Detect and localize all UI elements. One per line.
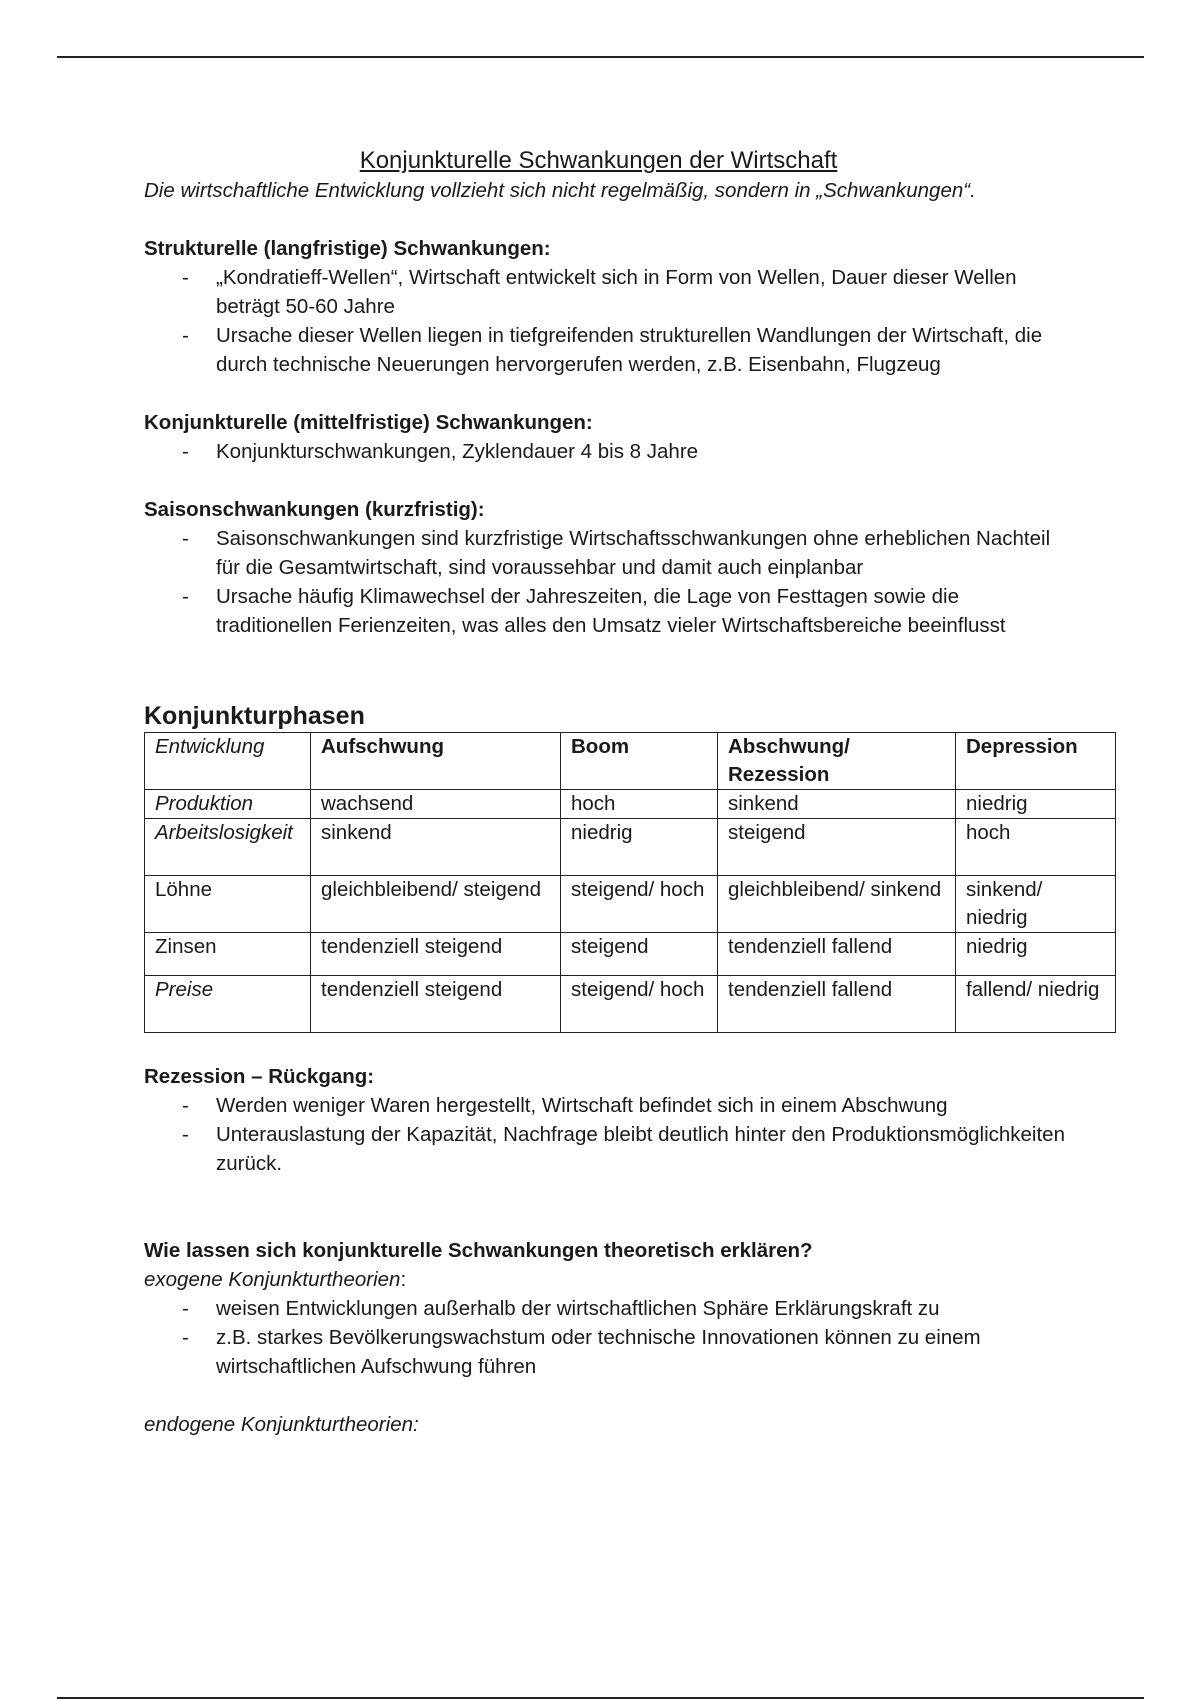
column-header: Depression	[956, 733, 1116, 790]
row-label: Zinsen	[145, 933, 311, 976]
table-cell: hoch	[561, 790, 718, 819]
seasonal-list	[144, 524, 1144, 640]
table-corner-cell: Entwicklung	[145, 733, 311, 790]
row-label: Arbeitslosigkeit	[145, 819, 311, 876]
header-rule	[57, 56, 1144, 58]
phases-table	[144, 732, 1116, 1033]
recession-list	[144, 1091, 1144, 1178]
table-cell: tendenziell fallend	[718, 976, 956, 1033]
table-cell: sinkend	[718, 790, 956, 819]
table-cell: steigend	[561, 933, 718, 976]
table-cell: niedrig	[561, 819, 718, 876]
list-item: - Ursache häufig Klimawechsel der Jahreszeiten, die Lage von Festtagen sowie die traditionellen Ferienzeiten, was alles den Umsatz vieler Wirtschaftsbereiche beeinflusst	[144, 582, 1066, 640]
section-heading-structural: Strukturelle (langfristige) Schwankungen:	[144, 237, 551, 260]
list-item: - „Kondratieff-Wellen“, Wirtschaft entwickelt sich in Form von Wellen, Dauer dieser Wellen beträgt 50-60 Jahre	[144, 263, 1066, 321]
table-cell: tendenziell steigend	[311, 976, 561, 1033]
table-cell: gleichbleibend/ sinkend	[718, 876, 956, 933]
table-cell: sinkend/ niedrig	[956, 876, 1116, 933]
table-cell: niedrig	[956, 933, 1116, 976]
table-cell: hoch	[956, 819, 1116, 876]
table-header-row	[145, 733, 1116, 790]
list-item: - Werden weniger Waren hergestellt, Wirtschaft befindet sich in einem Abschwung	[144, 1091, 1066, 1120]
exogen-colon: :	[400, 1268, 407, 1291]
table-cell: sinkend	[311, 819, 561, 876]
table-cell: steigend	[718, 819, 956, 876]
section-heading-seasonal: Saisonschwankungen (kurzfristig):	[144, 498, 485, 521]
page-title: Konjunkturelle Schwankungen der Wirtschaft	[359, 147, 838, 174]
cyclical-list	[144, 437, 1144, 466]
row-label: Preise	[145, 976, 311, 1033]
exogen-label: exogene Konjunkturtheorien	[144, 1268, 401, 1291]
table-cell: tendenziell steigend	[311, 933, 561, 976]
table-row	[145, 976, 1116, 1033]
list-item: - Konjunkturschwankungen, Zyklendauer 4 bis 8 Jahre	[144, 437, 1066, 466]
table-row	[145, 819, 1116, 876]
list-item: - weisen Entwicklungen außerhalb der wirtschaftlichen Sphäre Erklärungskraft zu	[144, 1294, 1066, 1323]
endogen-label: endogene Konjunkturtheorien:	[144, 1413, 419, 1436]
column-header: Boom	[561, 733, 718, 790]
list-item: - Ursache dieser Wellen liegen in tiefgreifenden strukturellen Wandlungen der Wirtschaft, die durch technische Neuerungen hervorgerufen werden, z.B. Eisenbahn, Flugzeug	[144, 321, 1066, 379]
table-heading: Konjunkturphasen	[144, 702, 365, 730]
list-item: - z.B. starkes Bevölkerungswachstum oder technische Innovationen können zu einem wirtschaftlichen Aufschwung führen	[144, 1323, 1066, 1381]
list-item: - Saisonschwankungen sind kurzfristige Wirtschaftsschwankungen ohne erheblichen Nachteil für die Gesamtwirtschaft, sind voraussehbar und damit auch einplanbar	[144, 524, 1066, 582]
intro-text: Die wirtschaftliche Entwicklung vollzieht sich nicht regelmäßig, sondern in „Schwankungen“.	[144, 179, 976, 202]
list-item: - Unterauslastung der Kapazität, Nachfrage bleibt deutlich hinter den Produktionsmöglichkeiten zurück.	[144, 1120, 1066, 1178]
exogen-list	[144, 1294, 1144, 1381]
table-cell: tendenziell fallend	[718, 933, 956, 976]
table-row	[145, 933, 1116, 976]
section-heading-theory: Wie lassen sich konjunkturelle Schwankungen theoretisch erklären?	[144, 1239, 813, 1262]
document-page	[144, 146, 1144, 1439]
table-cell: fallend/ niedrig	[956, 976, 1116, 1033]
column-header: Abschwung/ Rezession	[718, 733, 956, 790]
table-cell: wachsend	[311, 790, 561, 819]
footer-rule	[57, 1697, 1144, 1699]
column-header: Aufschwung	[311, 733, 561, 790]
section-heading-cyclical: Konjunkturelle (mittelfristige) Schwankungen:	[144, 411, 593, 434]
table-cell: steigend/ hoch	[561, 876, 718, 933]
row-label: Löhne	[145, 876, 311, 933]
table-cell: niedrig	[956, 790, 1116, 819]
section-heading-recession: Rezession – Rückgang:	[144, 1065, 375, 1088]
exogen-label-line	[144, 1265, 1144, 1294]
row-label: Produktion	[145, 790, 311, 819]
table-row	[145, 876, 1116, 933]
table-cell: gleichbleibend/ steigend	[311, 876, 561, 933]
table-row	[145, 790, 1116, 819]
table-cell: steigend/ hoch	[561, 976, 718, 1033]
structural-list	[144, 263, 1144, 379]
